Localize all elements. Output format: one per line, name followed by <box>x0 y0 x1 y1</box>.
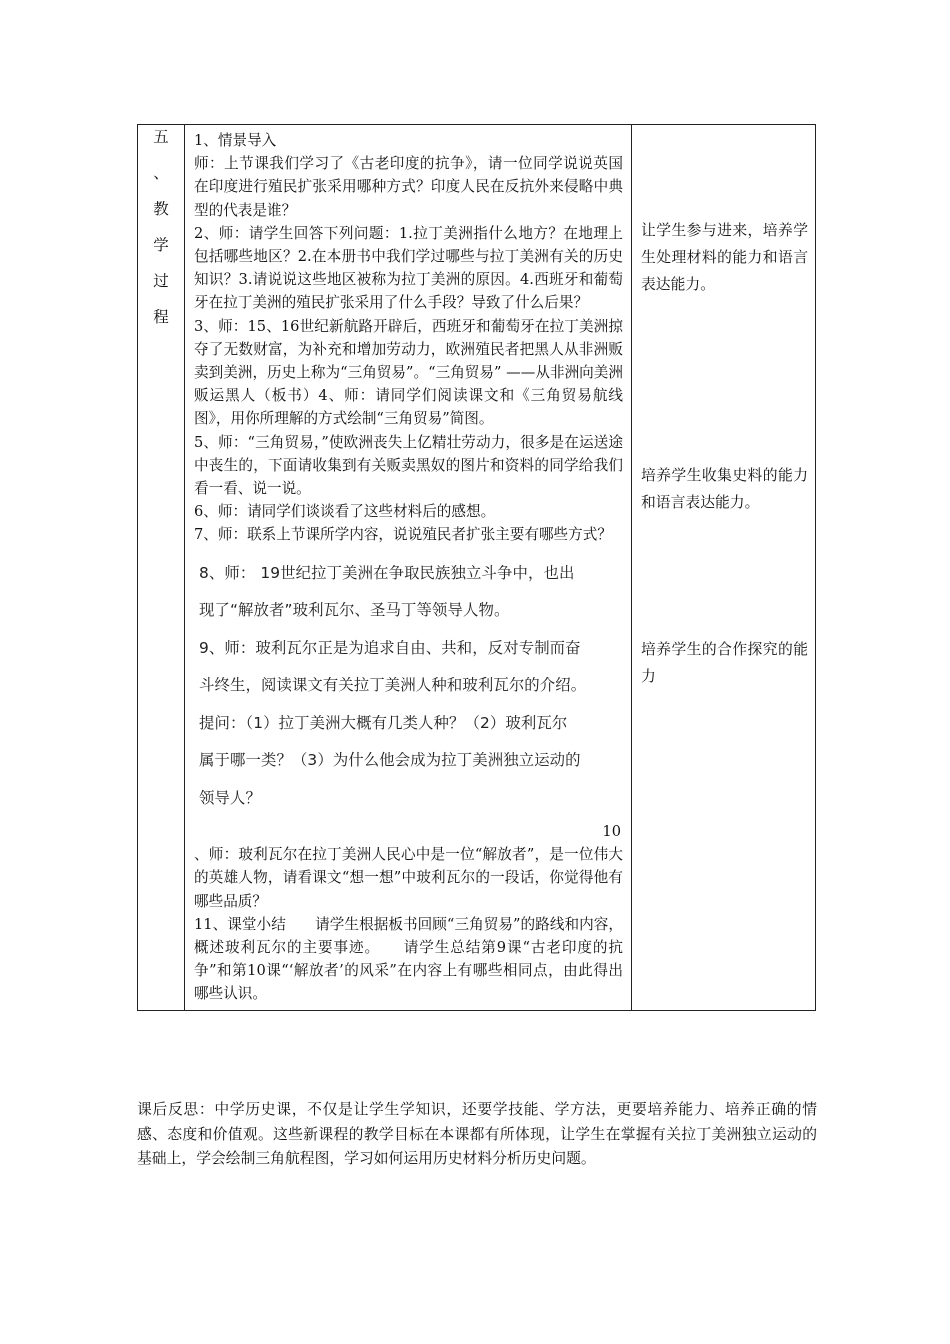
label-char: 五 <box>153 128 169 146</box>
label-char: 学 <box>153 236 169 254</box>
teaching-content <box>185 125 631 1010</box>
scan-line: 现了“解放者”玻利瓦尔、圣马丁等领导人物。 <box>199 601 510 620</box>
label-char: 程 <box>153 308 169 326</box>
step-3-4-text: 3、师：15、16世纪新航路开辟后，西班牙和葡萄牙在拉丁美洲掠夺了无数财富，为补充和增加劳动力，欧洲殖民者把黑人从非洲贩卖到美洲，历史上称为“三角贸易”。“三角贸易” ——从非洲向美洲贩运黑人（板书）4、师：请同学们阅读课文和《三角贸易航线图》，用你所理解的方式绘制“三角贸易”简图。 <box>194 317 623 428</box>
post-lesson-reflection: 课后反思：中学历史课，不仅是让学生学知识，还要学技能、学方法，更要培养能力、培养正确的情感、态度和价值观。这些新课程的教学目标在本课都有所体现，让学生在掌握有关拉丁美洲独立运动的基础上，学会绘制三角航程图，学习如何运用历史材料分析历史问题。 <box>137 1101 817 1167</box>
step-1-heading: 1、情景导入 <box>194 132 277 149</box>
scan-line: 9、师：玻利瓦尔正是为追求自由、共和，反对专制而奋 <box>199 638 581 657</box>
step-1-text: 师：上节课我们学习了《古老印度的抗争》，请一位同学说说英国在印度进行殖民扩张采用哪种方式？印度人民在反抗外来侵略中典型的代表是谁？ <box>194 155 623 219</box>
label-char: 过 <box>153 272 169 290</box>
label-char: 教 <box>153 200 169 218</box>
design-intent-note: 培养学生的合作探究的能力 <box>641 641 808 685</box>
design-intent-note: 培养学生收集史料的能力和语言表达能力。 <box>641 467 808 511</box>
design-intent-note: 让学生参与进来，培养学生处理材料的能力和语言表达能力。 <box>641 222 808 293</box>
step-6-text: 6、师：请同学们谈谈看了这些材料后的感想。 <box>194 503 496 521</box>
lesson-plan-table <box>137 124 816 1011</box>
step-7-text: 7、师：联系上节课所学内容，说说殖民者扩张主要有哪些方式？ <box>194 526 612 544</box>
design-intent-cell <box>632 125 816 1011</box>
teaching-process-row <box>138 125 816 1011</box>
section-label <box>138 125 184 345</box>
scanned-text-block <box>194 555 623 818</box>
label-char: 、 <box>153 164 169 182</box>
step-10-text: 、师：玻利瓦尔在拉丁美洲人民心中是一位“解放者”，是一位伟大的英雄人物，请看课文“想一想”中玻利瓦尔的一段话，你觉得他有哪些品质？ <box>194 846 623 910</box>
teaching-content-cell <box>185 125 632 1011</box>
scan-line: 提问：（1）拉丁美洲大概有几类人种？（2）玻利瓦尔 <box>199 713 568 732</box>
scan-line: 8、师： 19世纪拉丁美洲在争取民族独立斗争中，也出 <box>199 563 575 582</box>
scan-line: 属于哪一类？（3）为什么他会成为拉丁美洲独立运动的 <box>199 751 581 770</box>
step-5-text: 5、师：“三角贸易，”使欧洲丧失上亿精壮劳动力，很多是在运送途中丧生的，下面请收集到有关贩卖黑奴的图片和资料的同学给我们看一看、说一说。 <box>194 433 623 498</box>
step-10-number: 10 <box>602 823 621 841</box>
scan-line: 领导人？ <box>199 788 261 807</box>
scan-line: 斗终生，阅读课文有关拉丁美洲人种和玻利瓦尔的介绍。 <box>199 676 587 695</box>
step-2-text: 2、师：请学生回答下列问题：1.拉丁美洲指什么地方？在地理上包括哪些地区？2.在本册书中我们学过哪些与拉丁美洲有关的历史知识？3.请说说这些地区被称为拉丁美洲的原因。4.西班牙和葡萄牙在拉丁美洲的殖民扩张采用了什么手段？导致了什么后果？ <box>194 224 623 312</box>
step-11-text: 11、课堂小结 请学生根据板书回顾“三角贸易”的路线和内容，概述玻利瓦尔的主要事迹。 请学生总结第9课“古老印度的抗争”和第10课“‘解放者’的风采”在内容上有哪些相同点，由此得出哪些认识。 <box>194 915 623 1003</box>
section-label-cell <box>138 125 185 1011</box>
